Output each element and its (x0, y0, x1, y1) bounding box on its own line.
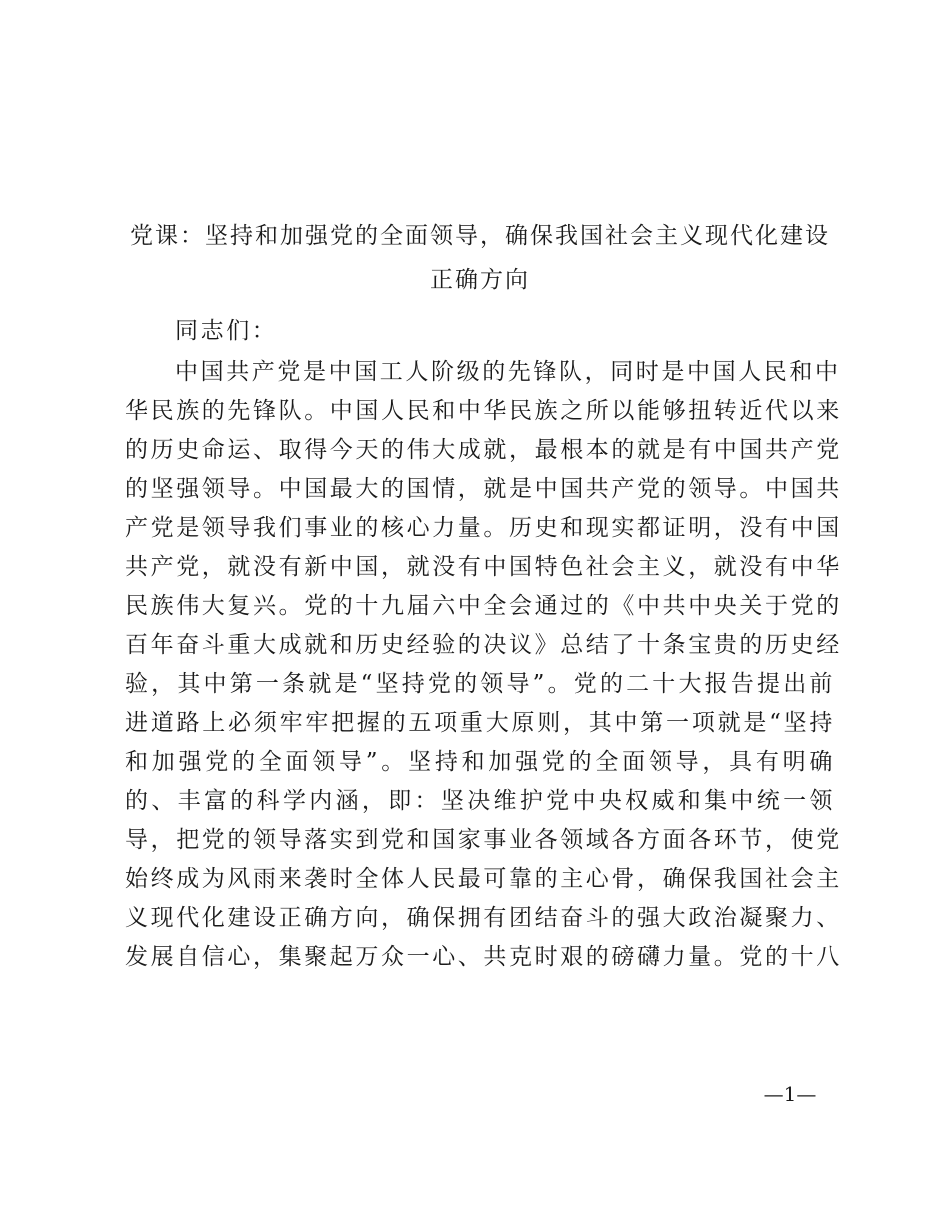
document-title-line-2: 正确方向 (430, 267, 530, 293)
paragraph-line: 的、丰富的科学内涵，即：坚决维护党中央权威和集中统一领 (125, 788, 835, 814)
paragraph-line: 百年奋斗重大成就和历史经验的决议》总结了十条宝贵的历史经 (125, 632, 842, 658)
paragraph-line: 共产党，就没有新中国，就没有中国特色社会主义，就没有中华 (125, 554, 842, 580)
paragraph-line: 民族伟大复兴。党的十九届六中全会通过的《中共中央关于党的 (125, 593, 842, 619)
paragraph-line: 的历史命运、取得今天的伟大成就，最根本的就是有中国共产党 (125, 437, 842, 463)
paragraph-line: 验，其中第一条就是“坚持党的领导”。党的二十大报告提出前 (125, 671, 835, 697)
paragraph-line: 义现代化建设正确方向，确保拥有团结奋斗的强大政治凝聚力、 (125, 905, 842, 931)
paragraph-line: 导，把党的领导落实到党和国家事业各领域各方面各环节，使党 (125, 827, 842, 853)
document-title-line-1: 党课：坚持和加强党的全面领导，确保我国社会主义现代化建设 (130, 223, 830, 249)
paragraph-line: 中国共产党是中国工人阶级的先锋队，同时是中国人民和中 (175, 359, 841, 385)
paragraph-line: 的坚强领导。中国最大的国情，就是中国共产党的领导。中国共 (125, 476, 842, 502)
paragraph-line: 进道路上必须牢牢把握的五项重大原则，其中第一项就是“坚持 (125, 710, 835, 736)
paragraph-line: 始终成为风雨来袭时全体人民最可靠的主心骨，确保我国社会主 (125, 866, 842, 892)
salutation: 同志们： (175, 318, 278, 344)
page-number: —1— (763, 1082, 817, 1106)
paragraph-line: 和加强党的全面领导”。坚持和加强党的全面领导，具有明确 (125, 749, 835, 775)
paragraph-line: 发展自信心，集聚起万众一心、共克时艰的磅礴力量。党的十八 (125, 944, 842, 970)
paragraph-line: 华民族的先锋队。中国人民和中华民族之所以能够扭转近代以来 (125, 398, 842, 424)
paragraph-line: 产党是领导我们事业的核心力量。历史和现实都证明，没有中国 (125, 515, 842, 541)
